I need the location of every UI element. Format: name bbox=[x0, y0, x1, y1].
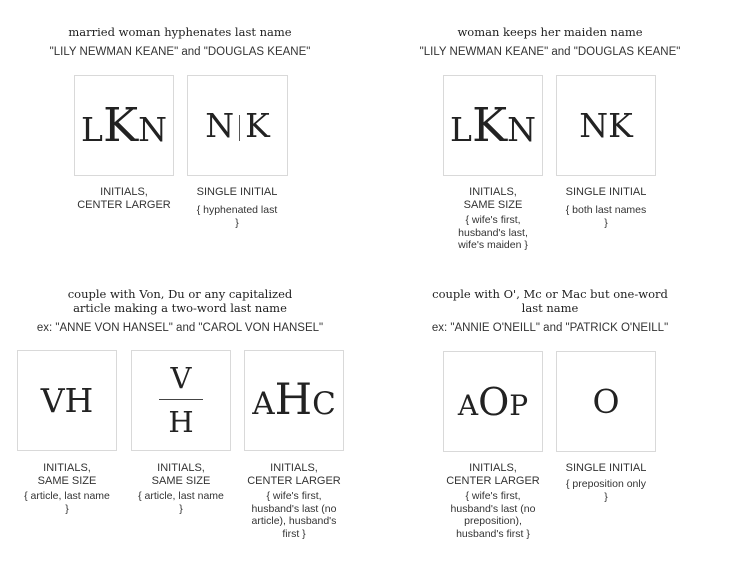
monogram: O bbox=[592, 382, 620, 421]
monogram bbox=[450, 98, 536, 153]
card-caption: INITIALS, CENTER LARGER bbox=[77, 186, 171, 211]
monogram: NK bbox=[579, 106, 633, 145]
monogram-stacked bbox=[159, 361, 203, 439]
monogram-center-letter: H bbox=[274, 375, 313, 425]
section-3-heading: couple with Von, Du or any capitalized article making a two-word last name bbox=[67, 287, 293, 315]
monogram-right-letter: N bbox=[138, 110, 167, 149]
card-caption: SINGLE INITIAL bbox=[565, 462, 647, 474]
monogram-center-letter: K bbox=[102, 98, 139, 153]
card-note: { hyphenated last } bbox=[196, 204, 278, 229]
monogram-tile-lkn-center-larger bbox=[74, 75, 174, 176]
monogram-tile-vh-same-size bbox=[17, 350, 117, 451]
section-2-example: "LILY NEWMAN KEANE" and "DOUGLAS KEANE" bbox=[419, 46, 681, 58]
section-4-example: ex: "ANNIE O'NEILL" and "PATRICK O'NEILL" bbox=[431, 322, 669, 334]
monogram-tile-vh-stacked bbox=[131, 350, 231, 451]
monogram-tile-ahc-center-larger bbox=[244, 350, 344, 451]
monogram bbox=[205, 106, 270, 145]
card-note: { wife's first, husband's last, wife's maiden } bbox=[458, 214, 528, 251]
monogram-right-letter: C bbox=[312, 386, 336, 422]
monogram-divider bbox=[159, 399, 203, 400]
monogram-tile-aop-center-larger bbox=[443, 351, 543, 452]
monogram-top-letter: V bbox=[170, 361, 192, 395]
section-1-heading: married woman hyphenates last name bbox=[68, 25, 292, 39]
card-note: { wife's first, husband's last (no article), husband's first } bbox=[251, 490, 337, 540]
monogram-bottom-letter: H bbox=[168, 405, 194, 439]
section-1-example: "LILY NEWMAN KEANE" and "DOUGLAS KEANE" bbox=[49, 46, 311, 58]
monogram bbox=[252, 375, 336, 425]
monogram-right-letter: K bbox=[245, 106, 270, 145]
monogram-divider bbox=[239, 115, 240, 141]
monogram-left-letter: A bbox=[457, 388, 479, 422]
monogram-tile-nk bbox=[556, 75, 656, 176]
card-note: { wife's first, husband's last (no preposition), husband's first } bbox=[450, 490, 536, 540]
card-note: { both last names } bbox=[565, 204, 647, 229]
card-note: { article, last name } bbox=[24, 490, 110, 515]
monogram-right-letter: P bbox=[509, 388, 529, 422]
monogram-tile-o bbox=[556, 351, 656, 452]
section-4-heading: couple with O', Mc or Mac but one-word last name bbox=[432, 287, 668, 315]
monogram-center-letter: K bbox=[471, 98, 508, 153]
card-caption: INITIALS, CENTER LARGER bbox=[247, 462, 341, 487]
monogram-right-letter: N bbox=[507, 110, 536, 149]
card-caption: INITIALS, SAME SIZE bbox=[37, 462, 97, 487]
monogram-left-letter: L bbox=[450, 110, 472, 149]
card-caption: INITIALS, CENTER LARGER bbox=[446, 462, 540, 487]
monogram: VH bbox=[40, 381, 94, 420]
section-3-example: ex: "ANNE VON HANSEL" and "CAROL VON HANSEL" bbox=[36, 322, 324, 334]
monogram-center-letter: O bbox=[478, 379, 510, 424]
card-caption: INITIALS, SAME SIZE bbox=[463, 186, 523, 211]
monogram-tile-nk-hyphenated bbox=[187, 75, 288, 176]
monogram-tile-lkn-same-size bbox=[443, 75, 543, 176]
card-note: { article, last name } bbox=[138, 490, 224, 515]
card-caption: SINGLE INITIAL bbox=[565, 186, 647, 198]
monogram bbox=[81, 98, 167, 153]
section-2-heading: woman keeps her maiden name bbox=[457, 25, 643, 39]
monogram-left-letter: L bbox=[81, 110, 103, 149]
monogram bbox=[457, 379, 529, 424]
monogram-left-letter: A bbox=[252, 386, 275, 422]
card-caption: INITIALS, SAME SIZE bbox=[151, 462, 211, 487]
card-note: { preposition only } bbox=[566, 478, 646, 503]
card-caption: SINGLE INITIAL bbox=[196, 186, 278, 198]
monogram-left-letter: N bbox=[205, 106, 235, 145]
